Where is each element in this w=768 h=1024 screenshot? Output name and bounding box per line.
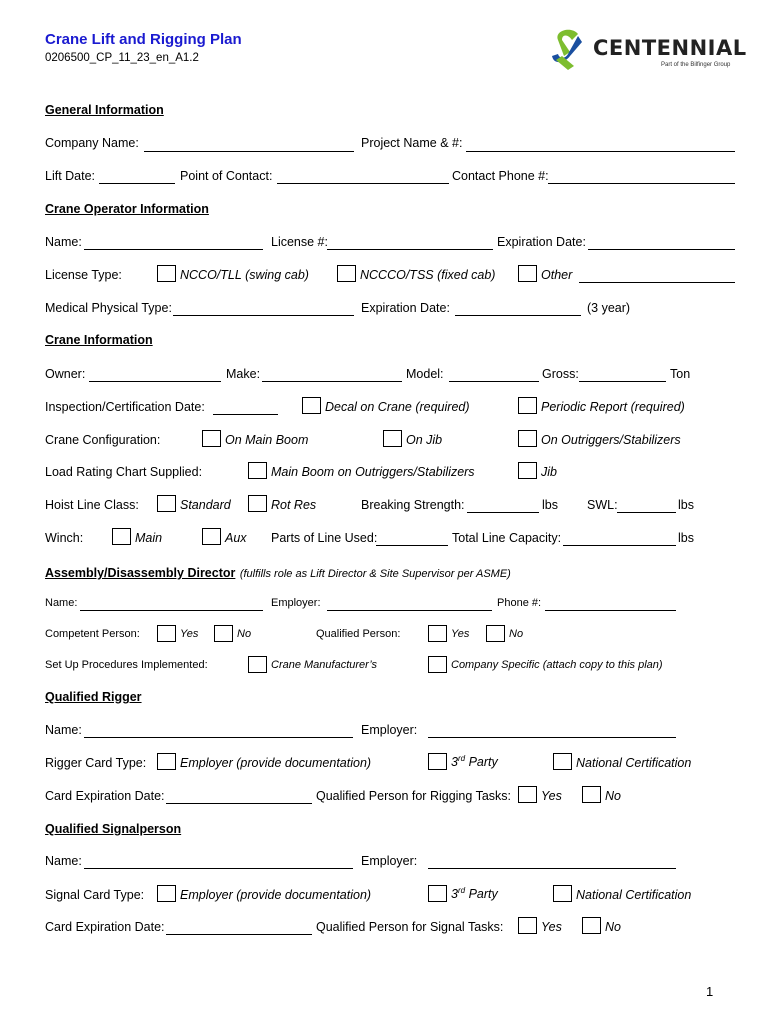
main-boom-outriggers-checkbox[interactable] bbox=[248, 462, 267, 479]
model-label: Model: bbox=[406, 367, 444, 381]
standard-checkbox[interactable] bbox=[157, 495, 176, 512]
model-field[interactable] bbox=[449, 381, 539, 382]
point-of-contact-label: Point of Contact: bbox=[180, 169, 273, 183]
other-license-field[interactable] bbox=[579, 282, 735, 283]
qualified-no-checkbox[interactable] bbox=[486, 625, 505, 642]
main-boom-checkbox[interactable] bbox=[202, 430, 221, 447]
page-number: 1 bbox=[706, 984, 714, 999]
rigger-card-expiration-field[interactable] bbox=[166, 803, 312, 804]
license-number-label: License #: bbox=[271, 235, 328, 249]
periodic-report-label: Periodic Report (required) bbox=[541, 400, 685, 414]
qualified-yes-label: Yes bbox=[451, 628, 470, 640]
inspection-date-field[interactable] bbox=[213, 414, 278, 415]
total-capacity-lbs-unit: lbs bbox=[678, 531, 694, 545]
competent-yes-label: Yes bbox=[180, 628, 199, 640]
crane-manufacturer-checkbox[interactable] bbox=[248, 656, 267, 673]
license-expiration-label: Expiration Date: bbox=[497, 235, 586, 249]
lift-date-label: Lift Date: bbox=[45, 169, 96, 183]
document-number: 0206500_CP_11_23_en_A1.2 bbox=[45, 52, 199, 64]
parts-of-line-label: Parts of Line Used: bbox=[271, 531, 378, 545]
decal-label: Decal on Crane (required) bbox=[325, 400, 470, 414]
signal-national-label: National Certification bbox=[576, 888, 692, 902]
rigger-qualified-no-label: No bbox=[605, 789, 621, 803]
rot-res-label: Rot Res bbox=[271, 498, 317, 512]
total-capacity-field[interactable] bbox=[563, 545, 676, 546]
assembly-heading-row bbox=[45, 564, 511, 582]
total-capacity-label: Total Line Capacity: bbox=[452, 531, 562, 545]
signal-qualified-no-checkbox[interactable] bbox=[582, 917, 601, 934]
owner-label: Owner: bbox=[45, 367, 86, 381]
competent-person-label: Competent Person: bbox=[45, 628, 140, 640]
company-name-field[interactable] bbox=[144, 151, 354, 152]
logo-wordmark: CENTENNIAL bbox=[593, 36, 747, 60]
project-name-field[interactable] bbox=[466, 151, 735, 152]
license-number-field[interactable] bbox=[327, 249, 493, 250]
rigger-qualified-tasks-label: Qualified Person for Rigging Tasks: bbox=[316, 789, 512, 803]
main-boom-outriggers-label: Main Boom on Outriggers/Stabilizers bbox=[271, 465, 475, 479]
section-rigger-heading: Qualified Rigger bbox=[45, 690, 142, 704]
operator-name-field[interactable] bbox=[84, 249, 263, 250]
rigger-qualified-no-checkbox[interactable] bbox=[582, 786, 601, 803]
setup-procedures-label: Set Up Procedures Implemented: bbox=[45, 659, 208, 671]
medical-expiration-field[interactable] bbox=[455, 315, 581, 316]
winch-main-checkbox[interactable] bbox=[112, 528, 131, 545]
operator-name-label: Name: bbox=[45, 235, 82, 249]
crane-configuration-label: Crane Configuration: bbox=[45, 433, 161, 447]
qualified-yes-checkbox[interactable] bbox=[428, 625, 447, 642]
signal-third-party-label: 3rd Party bbox=[451, 886, 498, 902]
parts-of-line-field[interactable] bbox=[376, 545, 448, 546]
breaking-lbs-unit: lbs bbox=[542, 498, 558, 512]
ncco-tll-checkbox[interactable] bbox=[157, 265, 176, 282]
hoist-line-label: Hoist Line Class: bbox=[45, 498, 139, 512]
winch-aux-checkbox[interactable] bbox=[202, 528, 221, 545]
periodic-report-checkbox[interactable] bbox=[518, 397, 537, 414]
ton-unit: Ton bbox=[670, 367, 691, 381]
signal-name-field[interactable] bbox=[84, 868, 353, 869]
director-employer-field[interactable] bbox=[327, 610, 492, 611]
make-field[interactable] bbox=[262, 381, 402, 382]
rot-res-checkbox[interactable] bbox=[248, 495, 267, 512]
signal-card-expiration-label: Card Expiration Date: bbox=[45, 920, 165, 934]
breaking-strength-field[interactable] bbox=[467, 512, 539, 513]
make-label: Make: bbox=[226, 367, 261, 381]
rigger-employer-doc-checkbox[interactable] bbox=[157, 753, 176, 770]
competent-no-label: No bbox=[237, 628, 252, 640]
rigger-name-field[interactable] bbox=[84, 737, 353, 738]
section-assembly-heading: Assembly/Disassembly Director bbox=[45, 566, 236, 580]
assembly-note: (fulfills role as Lift Director & Site Supervisor per ASME) bbox=[239, 568, 511, 580]
swl-field[interactable] bbox=[617, 512, 676, 513]
swl-lbs-unit: lbs bbox=[678, 498, 694, 512]
logo-mark-icon bbox=[548, 26, 588, 72]
signal-employer-label: Employer: bbox=[361, 854, 418, 868]
signal-qualified-tasks-label: Qualified Person for Signal Tasks: bbox=[316, 920, 504, 934]
jib-checkbox[interactable] bbox=[518, 462, 537, 479]
nccco-tss-checkbox[interactable] bbox=[337, 265, 356, 282]
owner-field[interactable] bbox=[89, 381, 221, 382]
on-jib-label: On Jib bbox=[406, 433, 443, 447]
signal-name-label: Name: bbox=[45, 854, 82, 868]
signal-employer-field[interactable] bbox=[428, 868, 676, 869]
inspection-date-label: Inspection/Certification Date: bbox=[45, 400, 205, 414]
rigger-third-party-checkbox[interactable] bbox=[428, 753, 447, 770]
director-phone-field[interactable] bbox=[545, 610, 676, 611]
signal-qualified-yes-label: Yes bbox=[541, 920, 562, 934]
rigger-name-label: Name: bbox=[45, 723, 82, 737]
section-operator-heading: Crane Operator Information bbox=[45, 202, 209, 216]
signal-qualified-yes-checkbox[interactable] bbox=[518, 917, 537, 934]
three-year-note: (3 year) bbox=[587, 301, 631, 315]
competent-yes-checkbox[interactable] bbox=[157, 625, 176, 642]
decal-checkbox[interactable] bbox=[302, 397, 321, 414]
section-general-heading: General Information bbox=[45, 103, 164, 117]
standard-label: Standard bbox=[180, 498, 231, 512]
ncco-tll-label: NCCO/TLL (swing cab) bbox=[180, 268, 309, 282]
rigger-card-type-label: Rigger Card Type: bbox=[45, 756, 147, 770]
main-boom-label: On Main Boom bbox=[225, 433, 309, 447]
qualified-person-label: Qualified Person: bbox=[316, 628, 401, 640]
medical-physical-label: Medical Physical Type: bbox=[45, 301, 172, 315]
signal-employer-doc-label: Employer (provide documentation) bbox=[180, 888, 372, 902]
outriggers-checkbox[interactable] bbox=[518, 430, 537, 447]
director-phone-label: Phone #: bbox=[497, 597, 542, 609]
signal-qualified-no-label: No bbox=[605, 920, 621, 934]
winch-label: Winch: bbox=[45, 531, 84, 545]
contact-phone-label: Contact Phone #: bbox=[452, 169, 549, 183]
rigger-qualified-yes-label: Yes bbox=[541, 789, 562, 803]
gross-label: Gross: bbox=[542, 367, 579, 381]
signal-card-expiration-field[interactable] bbox=[166, 934, 312, 935]
other-license-checkbox[interactable] bbox=[518, 265, 537, 282]
qualified-no-label: No bbox=[509, 628, 524, 640]
section-signalperson-heading: Qualified Signalperson bbox=[45, 822, 182, 836]
signal-card-type-label: Signal Card Type: bbox=[45, 888, 145, 902]
rigger-national-checkbox[interactable] bbox=[553, 753, 572, 770]
signal-third-party-checkbox[interactable] bbox=[428, 885, 447, 902]
document-title: Crane Lift and Rigging Plan bbox=[45, 31, 242, 48]
on-jib-checkbox[interactable] bbox=[383, 430, 402, 447]
competent-no-checkbox[interactable] bbox=[214, 625, 233, 642]
company-specific-label: Company Specific (attach copy to this plan) bbox=[451, 659, 663, 671]
signal-employer-doc-checkbox[interactable] bbox=[157, 885, 176, 902]
rigger-qualified-yes-checkbox[interactable] bbox=[518, 786, 537, 803]
outriggers-label: On Outriggers/Stabilizers bbox=[541, 433, 681, 447]
director-name-label: Name: bbox=[45, 597, 78, 609]
company-specific-checkbox[interactable] bbox=[428, 656, 447, 673]
other-license-label: Other bbox=[541, 268, 573, 282]
winch-main-label: Main bbox=[135, 531, 163, 545]
logo-tagline: Part of the Bilfinger Group bbox=[661, 62, 731, 68]
medical-physical-field[interactable] bbox=[173, 315, 354, 316]
contact-phone-field[interactable] bbox=[548, 183, 735, 184]
rigger-national-label: National Certification bbox=[576, 756, 692, 770]
project-name-label: Project Name & #: bbox=[361, 136, 463, 150]
lift-date-field[interactable] bbox=[99, 183, 175, 184]
rigger-employer-label: Employer: bbox=[361, 723, 418, 737]
rigger-employer-field[interactable] bbox=[428, 737, 676, 738]
crane-manufacturer-label: Crane Manufacturer’s bbox=[271, 659, 377, 671]
winch-aux-label: Aux bbox=[225, 531, 247, 545]
point-of-contact-field[interactable] bbox=[277, 183, 449, 184]
director-employer-label: Employer: bbox=[271, 597, 321, 609]
gross-field[interactable] bbox=[579, 381, 666, 382]
breaking-strength-label: Breaking Strength: bbox=[361, 498, 465, 512]
license-expiration-field[interactable] bbox=[588, 249, 735, 250]
jib-label: Jib bbox=[541, 465, 557, 479]
swl-label: SWL: bbox=[587, 498, 618, 512]
rigger-employer-doc-label: Employer (provide documentation) bbox=[180, 756, 372, 770]
signal-national-checkbox[interactable] bbox=[553, 885, 572, 902]
centennial-logo bbox=[548, 24, 747, 74]
rigger-card-expiration-label: Card Expiration Date: bbox=[45, 789, 165, 803]
director-name-field[interactable] bbox=[80, 610, 263, 611]
license-type-label: License Type: bbox=[45, 268, 122, 282]
nccco-tss-label: NCCCO/TSS (fixed cab) bbox=[360, 268, 496, 282]
medical-expiration-label: Expiration Date: bbox=[361, 301, 450, 315]
load-chart-label: Load Rating Chart Supplied: bbox=[45, 465, 203, 479]
rigger-third-party-label: 3rd Party bbox=[451, 754, 498, 770]
company-name-label: Company Name: bbox=[45, 136, 139, 150]
section-crane-heading: Crane Information bbox=[45, 333, 153, 347]
